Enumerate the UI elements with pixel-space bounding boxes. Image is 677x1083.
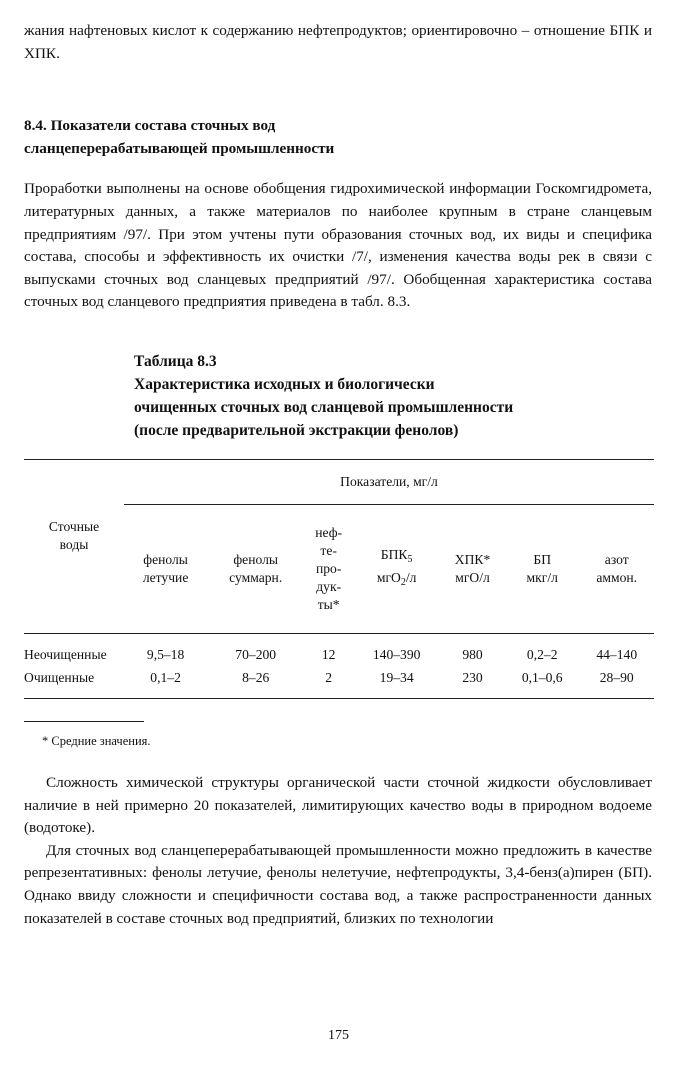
cell: 12	[321, 647, 336, 663]
table-row	[24, 667, 654, 699]
table-caption-number: Таблица 8.3	[134, 352, 217, 370]
top-paragraph: жания нафтеновых кислот к содержанию нефтепродуктов; ориентировочно – отношение БПК и ХПК.	[24, 22, 652, 62]
row-name: Неочищенные	[24, 647, 107, 663]
cell: 2	[325, 670, 333, 686]
cell: 28–90	[599, 670, 634, 686]
page	[24, 20, 652, 930]
table-row	[24, 633, 654, 667]
cell: 140–390	[372, 647, 421, 663]
footnote: * Средние значения.	[42, 733, 151, 748]
section-title	[24, 115, 652, 160]
row-header: Сточные воды	[48, 518, 100, 552]
group-header: Показатели, мг/л	[124, 459, 654, 504]
col-header-ammonium-nitrogen: азот аммон.	[596, 551, 638, 585]
cell: 0,1–2	[150, 670, 181, 686]
cell: 70–200	[235, 647, 277, 663]
table-caption-line4: (после предварительной экстракции фенолов)	[134, 421, 459, 439]
cell: 0,2–2	[526, 647, 558, 663]
footnote-rule	[24, 721, 144, 722]
col-header-cod: ХПК* мгО/л	[454, 551, 491, 585]
cell: 230	[462, 670, 483, 686]
data-table	[24, 459, 654, 699]
cell: 19–34	[379, 670, 414, 686]
data-table-wrap	[24, 459, 654, 699]
cell: 0,1–0,6	[521, 670, 563, 686]
cell: 980	[462, 647, 483, 663]
paragraph-3: Для сточных вод сланцеперерабатывающей промышленности можно предложить в качестве репрезентативных: фенолы летучие, фенолы нелетучие, нефтепродукты, 3,4-бенз(а)пирен (БП). Однако ввиду сложности и специфичности состава вод, а также распространенности данных показателей в составе сточных вод предприятий, близких по технологии	[24, 841, 652, 927]
col-header-phenols-total: фенолы суммарн.	[229, 551, 283, 585]
section-title-line1: 8.4. Показатели состава сточных вод	[24, 117, 276, 135]
col-header-bp: БП мкг/л	[526, 551, 558, 585]
col-header-bod5: $БПК_5$ мгО$_2$/л	[376, 546, 417, 588]
col-header-oil-products: неф- те- про- дук- ты*	[315, 524, 343, 612]
row-name: Очищенные	[24, 670, 95, 686]
table-caption	[134, 350, 652, 442]
table-caption-line3: очищенных сточных вод сланцевой промышленности	[134, 398, 514, 416]
paragraph-2: Сложность химической структуры органической части сточной жидкости обусловливает наличие в ней примерно 20 показателей, лимитирующих качество воды в природном водоеме (водотоке).	[24, 773, 652, 837]
cell: 44–140	[596, 647, 638, 663]
cell: 9,5–18	[146, 647, 185, 663]
cell: 8–26	[242, 670, 270, 686]
paragraph-1: Проработки выполнены на основе обобщения гидрохимической информации Госкомгидромета, литературных данных, а также материалов по наиболее крупным в стране сланцевым предприятиям /97/. При этом учтены пути образования сточных вод, их виды и специфика состава, способы и эффективность их очистки /7/, изменения качества воды рек в связи с выпусками сточных вод сланцевых предприятий /97/. Обобщенная характеристика состава сточных вод сланцевого предприятия приведена в табл. 8.3.	[24, 180, 652, 311]
page-number: 175	[328, 1028, 349, 1043]
section-title-line2: сланцеперерабатывающей промышленности	[24, 139, 335, 157]
col-header-phenols-volatile: фенолы летучие	[142, 551, 189, 585]
table-caption-line2: Характеристика исходных и биологически	[134, 375, 435, 393]
row-header-cell	[24, 459, 124, 633]
